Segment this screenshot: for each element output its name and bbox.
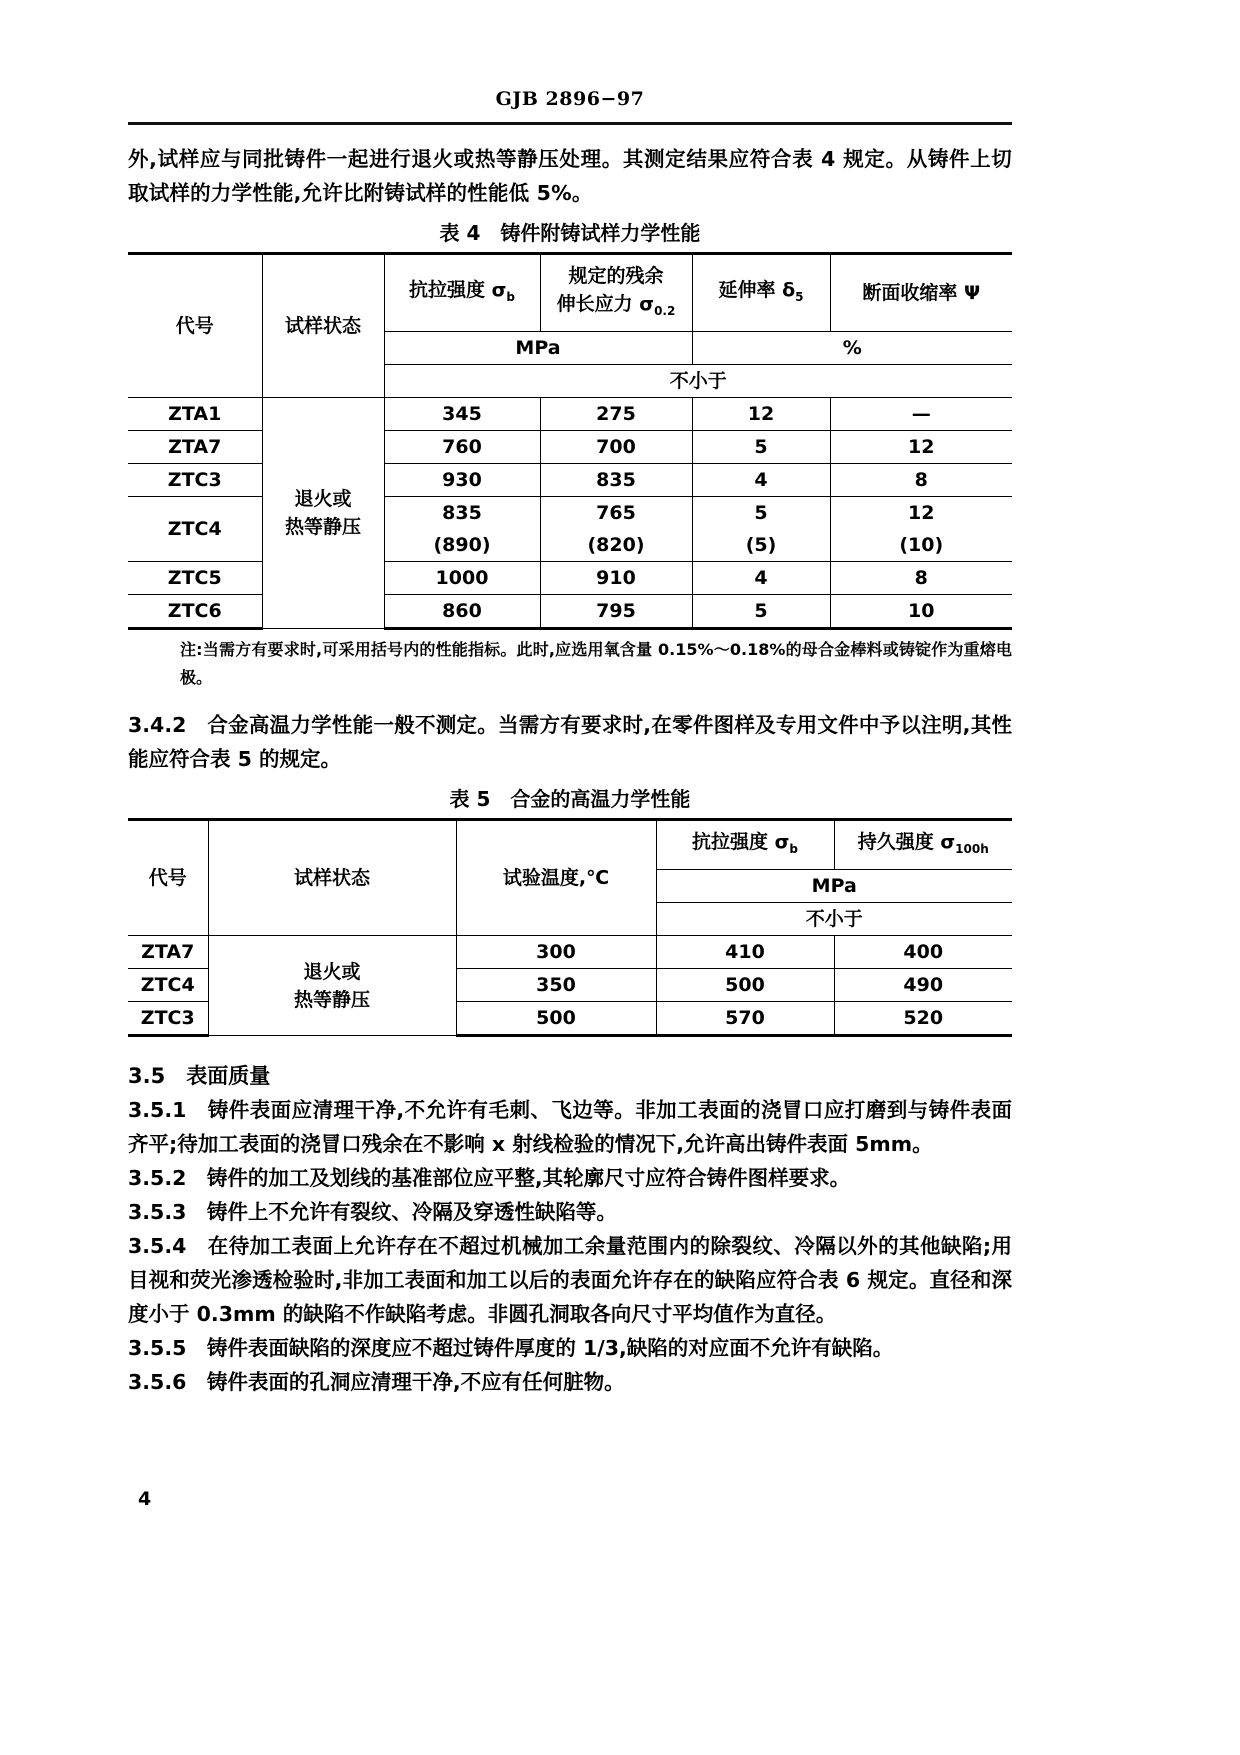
- table5-header-tensile-sub: b: [789, 841, 798, 856]
- table4-row0-elongation: 12: [692, 398, 830, 431]
- table4-row1-reduction: 12: [830, 431, 1012, 464]
- table-row: [128, 497, 1012, 530]
- table4-row3-elongation: 5: [692, 497, 830, 530]
- table4-row4-code: ZTC5: [128, 562, 262, 595]
- clause-3-5-2: 3.5.2 铸件的加工及划线的基准部位应平整,其轮廓尺寸应符合铸件图样要求。: [128, 1166, 851, 1190]
- table4-header-reduction: 断面收缩率 Ψ: [830, 254, 1012, 332]
- clause-3-5-4: 3.5.4 在待加工表面上允许存在不超过机械加工余量范围内的除裂纹、冷隔以外的其他缺陷;用目视和荧光渗透检验时,非加工表面和加工以后的表面允许存在的缺陷应符合表 6 规定。直径和深度小于 0.3mm 的缺陷不作缺陷考虑。非圆孔洞取各向尺寸平均值作为直径。: [128, 1234, 1012, 1326]
- table5-header-state: 试样状态: [208, 820, 456, 936]
- table4-header-code: 代号: [128, 254, 262, 398]
- table4-row0-tensile: 345: [384, 398, 540, 431]
- table5-header-tensile-text: 抗拉强度 σ: [691, 830, 790, 853]
- page-header: [128, 88, 1012, 110]
- table5-row1-code: ZTC4: [128, 969, 208, 1002]
- table4-row1-tensile: 760: [384, 431, 540, 464]
- table4-row2-residual: 835: [540, 464, 692, 497]
- table5-state-value: [208, 936, 456, 1036]
- table5-state-l2: 热等静压: [293, 988, 370, 1011]
- table4-row3-code: ZTC4: [128, 497, 262, 562]
- table4-row3-residual-alt: (820): [540, 529, 692, 562]
- table5-not-less-than: 不小于: [656, 903, 1012, 936]
- table5-header-tensile: [656, 820, 834, 870]
- table4-note: 注:当需方有要求时,可采用括号内的性能指标。此时,应选用氧含量 0.15%～0.18%的母合金棒料或铸锭作为重熔电极。: [180, 640, 1012, 687]
- clause-3-4-2: 3.4.2 合金高温力学性能一般不测定。当需方有要求时,在零件图样及专用文件中予以注明,其性能应符合表 5 的规定。: [128, 713, 1012, 771]
- table4-state-l2: 热等静压: [284, 516, 361, 538]
- document-content: [128, 142, 1012, 1399]
- table4-row2-tensile: 930: [384, 464, 540, 497]
- table4-state-l1: 退火或: [294, 488, 352, 510]
- table4-row5-residual: 795: [540, 595, 692, 629]
- table4-unit-percent: %: [692, 332, 1012, 365]
- table-row: [128, 464, 1012, 497]
- table4-header-residual: [540, 254, 692, 332]
- table5-header-code: 代号: [128, 820, 208, 936]
- header-rule: [128, 122, 1012, 125]
- table4-row0-reduction: —: [830, 398, 1012, 431]
- clause-3-5-6: 3.5.6 铸件表面的孔洞应清理干净,不应有任何脏物。: [128, 1370, 625, 1394]
- table5-row2-code: ZTC3: [128, 1002, 208, 1036]
- table4-header-tensile-text: 抗拉强度 σ: [408, 278, 507, 301]
- section-3-5-title: 3.5 表面质量: [128, 1064, 271, 1088]
- table5-row0-temperature: 300: [456, 936, 656, 969]
- table4-row1-residual: 700: [540, 431, 692, 464]
- standard-code: GJB 2896−97: [495, 88, 645, 110]
- table5-row1-endurance: 490: [834, 969, 1012, 1002]
- table5-row2-endurance: 520: [834, 1002, 1012, 1036]
- table4-row1-elongation: 5: [692, 431, 830, 464]
- table5-state-l1: 退火或: [303, 960, 361, 983]
- table5-header-temperature: 试验温度,℃: [456, 820, 656, 936]
- table4-row3-tensile-alt: (890): [384, 529, 540, 562]
- table5-row1-temperature: 350: [456, 969, 656, 1002]
- table5-unit-mpa: MPa: [656, 870, 1012, 903]
- table4-header-residual-l2-text: 伸长应力 σ: [556, 292, 655, 315]
- table-row: [128, 398, 1012, 431]
- table4-header-state: 试样状态: [262, 254, 384, 398]
- table4-row3-tensile: 835: [384, 497, 540, 530]
- table4-row3-residual: 765: [540, 497, 692, 530]
- table4-row4-tensile: 1000: [384, 562, 540, 595]
- table4-header-residual-sub: 0.2: [654, 303, 676, 318]
- table5-header-row-1: [128, 820, 1012, 870]
- table4-header-row-1: [128, 254, 1012, 332]
- table4-row4-residual: 910: [540, 562, 692, 595]
- table-row: [128, 936, 1012, 969]
- table5-header-endurance-text: 持久强度 σ: [857, 830, 956, 853]
- table-row: [128, 562, 1012, 595]
- table4-header-tensile-sub: b: [506, 289, 515, 304]
- table4-row5-reduction: 10: [830, 595, 1012, 629]
- table5-header-endurance-sub: 100h: [955, 841, 989, 856]
- table4-header-elongation: [692, 254, 830, 332]
- table4-row1-code: ZTA7: [128, 431, 262, 464]
- table4-row3-elongation-alt: (5): [692, 529, 830, 562]
- table4-row3-reduction: 12: [830, 497, 1012, 530]
- table4-row2-code: ZTC3: [128, 464, 262, 497]
- table-row: [128, 595, 1012, 629]
- page-number: 4: [138, 1488, 152, 1510]
- table-row: [128, 431, 1012, 464]
- intro-paragraph: 外,试样应与同批铸件一起进行退火或热等静压处理。其测定结果应符合表 4 规定。从铸件上切取试样的力学性能,允许比附铸试样的性能低 5%。: [128, 147, 1012, 205]
- table4-row5-code: ZTC6: [128, 595, 262, 629]
- table4-unit-mpa: MPa: [384, 332, 692, 365]
- table4-not-less-than: 不小于: [384, 365, 1012, 398]
- table5-row2-temperature: 500: [456, 1002, 656, 1036]
- table4-row5-elongation: 5: [692, 595, 830, 629]
- table5-row0-endurance: 400: [834, 936, 1012, 969]
- table4-header-elongation-sub: 5: [795, 289, 804, 304]
- table5: [128, 818, 1012, 1037]
- clause-3-5-5: 3.5.5 铸件表面缺陷的深度应不超过铸件厚度的 1/3,缺陷的对应面不允许有缺陷。: [128, 1336, 894, 1360]
- table4-row2-reduction: 8: [830, 464, 1012, 497]
- clause-3-5-3: 3.5.3 铸件上不允许有裂纹、冷隔及穿透性缺陷等。: [128, 1200, 617, 1224]
- table4-header-residual-l2: [543, 290, 690, 325]
- table4: [128, 252, 1012, 630]
- table4-header-tensile: [384, 254, 540, 332]
- table5-caption: 表 5 合金的高温力学性能: [449, 787, 691, 811]
- table4-header-elongation-text: 延伸率 δ: [718, 278, 796, 301]
- table4-header-residual-l1: 规定的残余: [568, 264, 664, 287]
- clause-3-5-1: 3.5.1 铸件表面应清理干净,不允许有毛刺、飞边等。非加工表面的浇冒口应打磨到与铸件表面齐平;待加工表面的浇冒口残余在不影响 x 射线检验的情况下,允许高出铸件表面 5mm。: [128, 1098, 1012, 1156]
- table4-row2-elongation: 4: [692, 464, 830, 497]
- table5-row2-tensile: 570: [656, 1002, 834, 1036]
- table4-row4-reduction: 8: [830, 562, 1012, 595]
- table4-row0-residual: 275: [540, 398, 692, 431]
- table5-header-endurance: [834, 820, 1012, 870]
- table5-row0-code: ZTA7: [128, 936, 208, 969]
- table5-row0-tensile: 410: [656, 936, 834, 969]
- table4-row3-reduction-alt: (10): [830, 529, 1012, 562]
- table4-row5-tensile: 860: [384, 595, 540, 629]
- table4-row0-code: ZTA1: [128, 398, 262, 431]
- table4-caption: 表 4 铸件附铸试样力学性能: [439, 221, 701, 245]
- table4-row4-elongation: 4: [692, 562, 830, 595]
- table4-state-value: [262, 398, 384, 629]
- table5-row1-tensile: 500: [656, 969, 834, 1002]
